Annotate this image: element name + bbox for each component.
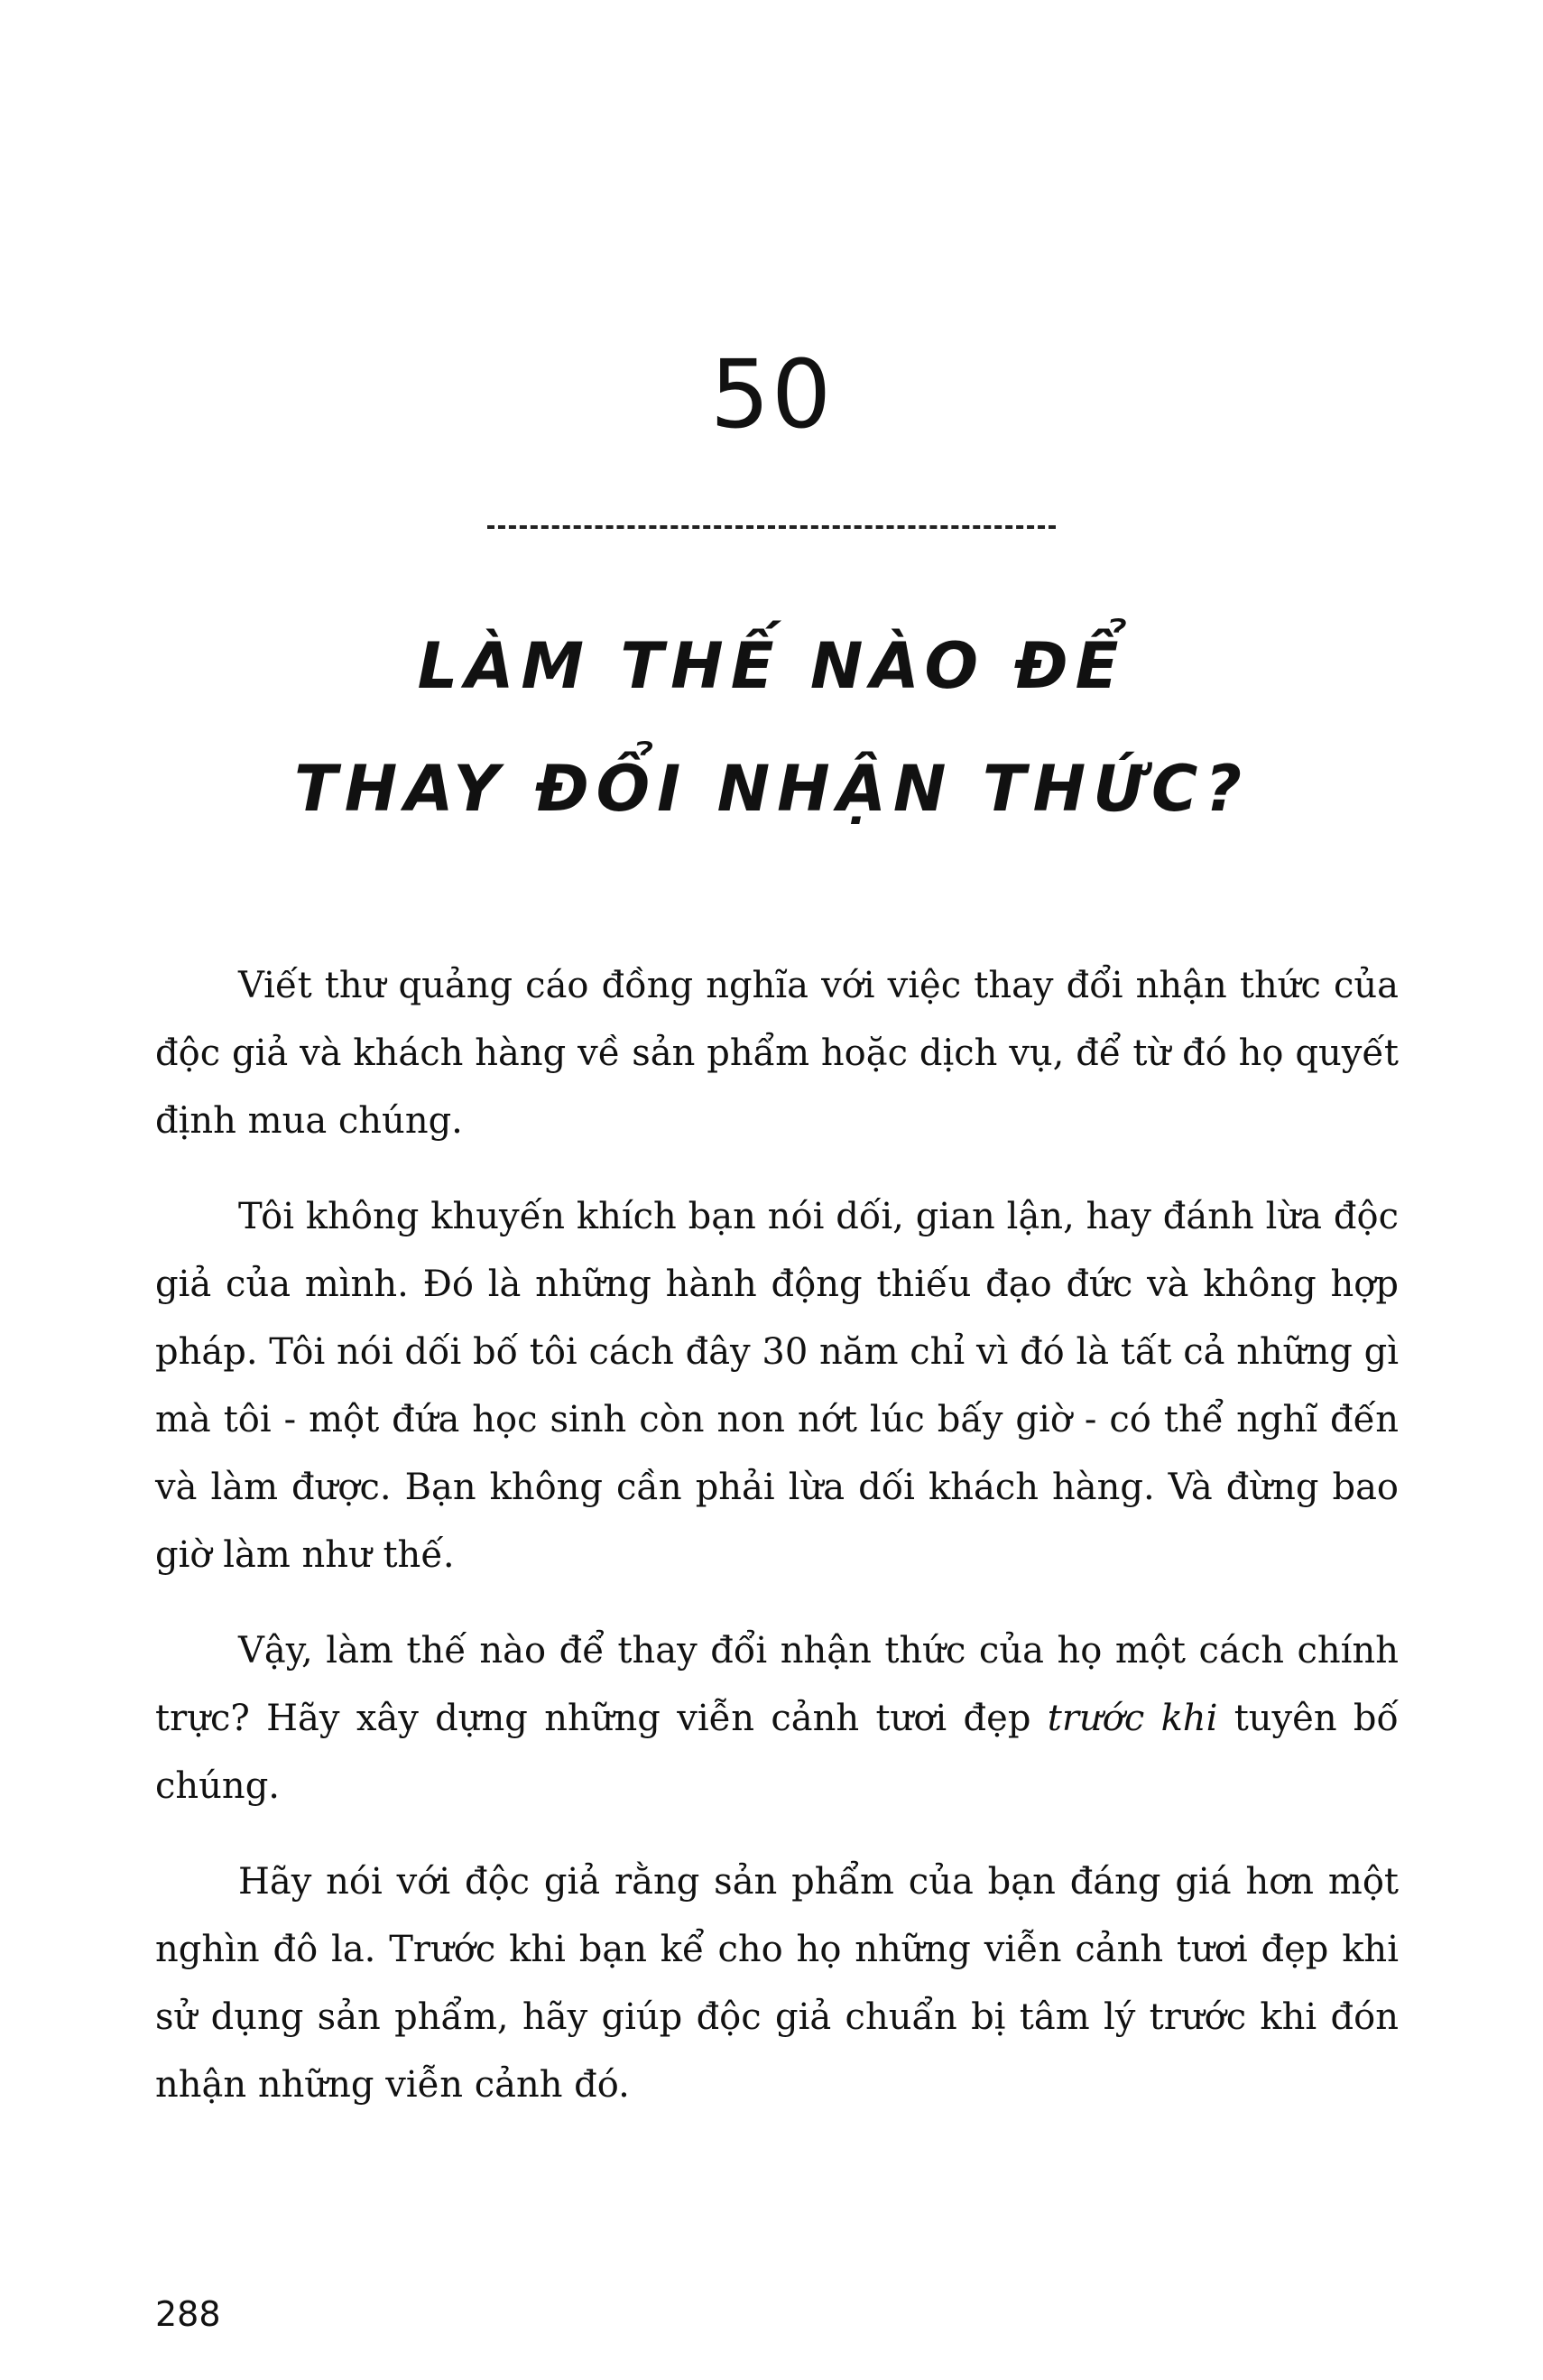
chapter-title-line-1: LÀM THẾ NÀO ĐỂ: [417, 629, 1126, 703]
paragraph-3-end: tuyên bố chúng.: [155, 1698, 1400, 1807]
paragraph-3-emphasis: trước khi: [1047, 1698, 1218, 1739]
chapter-title-line-2: THAY ĐỔI NHẬN THỨC?: [293, 752, 1250, 826]
paragraph-1: Viết thư quảng cáo đồng nghĩa với việc thay đổi nhận thức của độc giả và khách hàng về sản phẩm hoặc dịch vụ, để từ đó họ quyết định mua chúng.: [155, 965, 1399, 1142]
chapter-divider: [487, 525, 1056, 529]
paragraph-3-start: Vậy, làm thế nào để thay đổi nhận thức của họ một cách chính trực? Hãy xây dựng những viễn cảnh tươi đẹp: [155, 1630, 1399, 1739]
body-text: [155, 952, 1399, 2147]
paragraph-3: [155, 1617, 1399, 1820]
chapter-number: 50: [709, 339, 834, 449]
paragraph-2: Tôi không khuyến khích bạn nói dối, gian lận, hay đánh lừa độc giả của mình. Đó là những hành động thiếu đạo đức và không hợp pháp. Tôi nói dối bố tôi cách đây 30 năm chỉ vì đó là tất cả những gì mà tôi - một đứa học sinh còn non nớt lúc bấy giờ - có thể nghĩ đến và làm được. Bạn không cần phải lừa dối khách hàng. Và đừng bao giờ làm như thế.: [155, 1196, 1399, 1576]
chapter-title: [0, 605, 1543, 850]
page-number: 288: [155, 2294, 221, 2334]
paragraph-4: Hãy nói với độc giả rằng sản phẩm của bạn đáng giá hơn một nghìn đô la. Trước khi bạn kể cho họ những viễn cảnh tươi đẹp khi sử dụng sản phẩm, hãy giúp độc giả chuẩn bị tâm lý trước khi đón nhận những viễn cảnh đó.: [155, 1861, 1399, 2106]
